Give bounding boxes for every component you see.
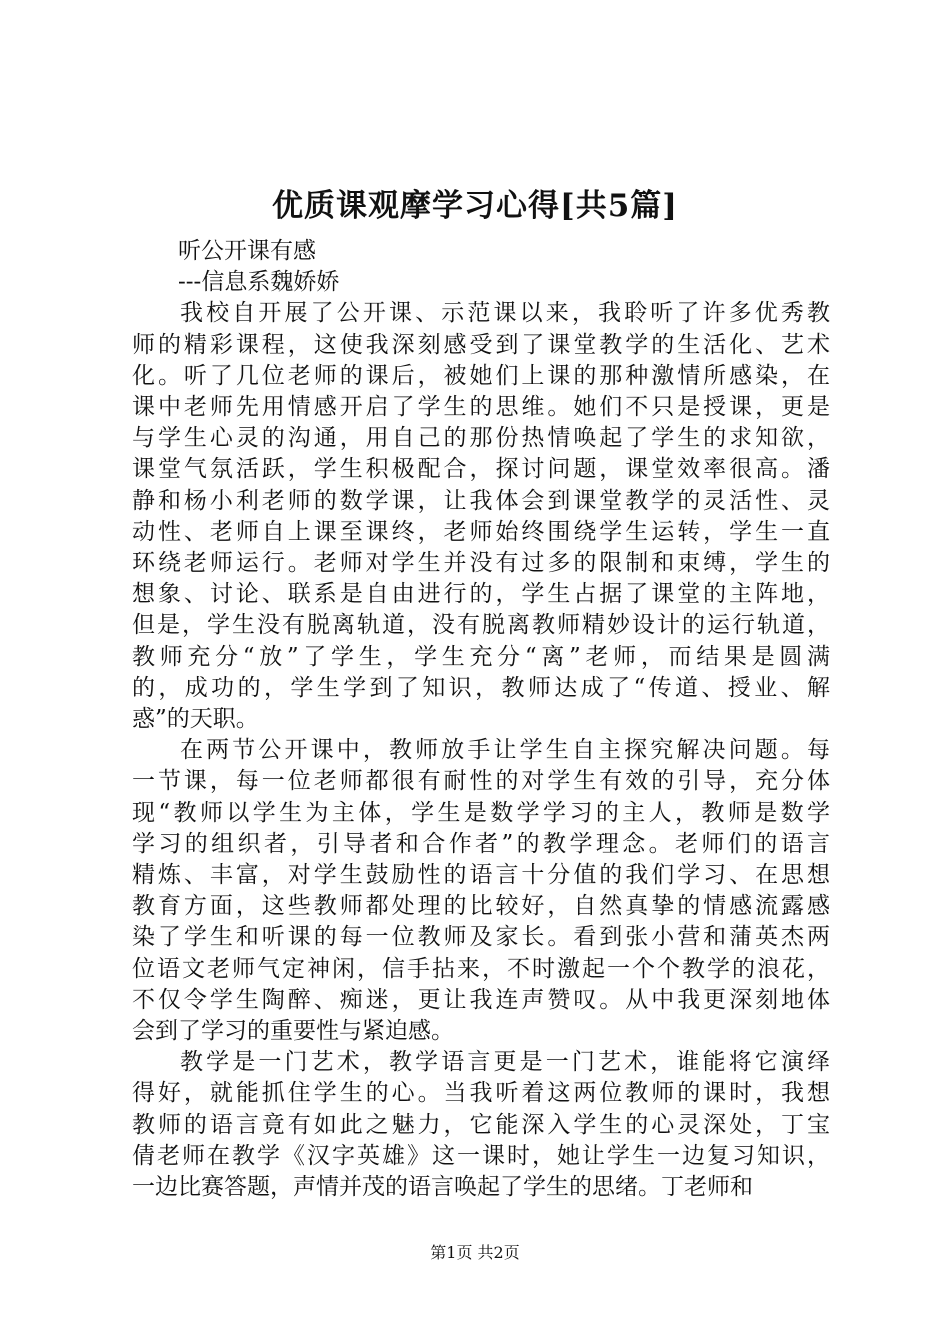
paragraph-line: 我校自开展了公开课、示范课以来，我聆听了许多优秀教	[180, 300, 830, 327]
paragraph-line: 精炼、丰富，对学生鼓励性的语言十分值的我们学习、在思想	[132, 862, 830, 889]
paragraph-line: 不仅令学生陶醉、痴迷，更让我连声赞叹。从中我更深刻地体	[132, 986, 830, 1013]
paragraph-line: 课中老师先用情感开启了学生的思维。她们不只是授课，更是	[132, 394, 830, 421]
paragraph-line: 的，成功的，学生学到了知识，教师达成了“传道、授业、解	[132, 674, 830, 701]
paragraph-line: 一边比赛答题，声情并茂的语言唤起了学生的思绪。丁老师和	[132, 1174, 753, 1201]
paragraph-line: 但是，学生没有脱离轨道，没有脱离教师精妙设计的运行轨道，	[132, 612, 830, 639]
paragraph-line: 教师充分“放”了学生，学生充分“离”老师，而结果是圆满	[132, 643, 830, 670]
paragraph-line: 现“教师以学生为主体，学生是数学学习的主人，教师是数学	[132, 799, 830, 826]
paragraph-line: 课堂气氛活跃，学生积极配合，探讨问题，课堂效率很高。潘	[132, 456, 830, 483]
paragraph-line: 学习的组织者，引导者和合作者”的教学理念。老师们的语言	[132, 830, 830, 857]
paragraph-line: 在两节公开课中，教师放手让学生自主探究解决问题。每	[180, 737, 830, 764]
paragraph-line: 位语文老师气定神闲，信手拈来，不时激起一个个教学的浪花，	[132, 955, 830, 982]
paragraph-line: 会到了学习的重要性与紧迫感。	[132, 1018, 454, 1045]
author-line: ---信息系魏娇娇	[178, 269, 340, 296]
paragraph-line: 静和杨小利老师的数学课，让我体会到课堂教学的灵活性、灵	[132, 487, 830, 514]
paragraph-line: 教师的语言竟有如此之魅力，它能深入学生的心灵深处，丁宝	[132, 1111, 830, 1138]
paragraph	[132, 735, 830, 1047]
subtitle: 听公开课有感	[178, 238, 316, 264]
document-body	[132, 236, 830, 1203]
paragraph-line: 与学生心灵的沟通，用自己的那份热情唤起了学生的求知欲，	[132, 425, 830, 452]
paragraph	[132, 298, 830, 735]
paragraph-line: 化。听了几位老师的课后，被她们上课的那种激情所感染，在	[132, 362, 830, 389]
paragraph-line: 教学是一门艺术，教学语言更是一门艺术，谁能将它演绎	[180, 1049, 830, 1076]
paragraph-list	[132, 298, 830, 1203]
paragraph-line: 教育方面，这些教师都处理的比较好，自然真挚的情感流露感	[132, 893, 830, 920]
paragraph-line: 想象、讨论、联系是自由进行的，学生占据了课堂的主阵地，	[132, 581, 830, 608]
paragraph-line: 师的精彩课程，这使我深刻感受到了课堂教学的生活化、艺术	[132, 331, 830, 358]
paragraph	[132, 1047, 830, 1203]
paragraph-line: 动性、老师自上课至课终，老师始终围绕学生运转，学生一直	[132, 518, 830, 545]
paragraph-line: 倩老师在教学《汉字英雄》这一课时，她让学生一边复习知识，	[132, 1142, 830, 1169]
paragraph-line: 惑”的天职。	[132, 706, 259, 733]
paragraph-line: 得好，就能抓住学生的心。当我听着这两位教师的课时，我想	[132, 1080, 830, 1107]
paragraph-line: 染了学生和听课的每一位教师及家长。看到张小营和蒲英杰两	[132, 924, 830, 951]
paragraph-line: 环绕老师运行。老师对学生并没有过多的限制和束缚，学生的	[132, 550, 830, 577]
document-title: 优质课观摩学习心得[共5篇]	[272, 188, 678, 224]
paragraph-line: 一节课，每一位老师都很有耐性的对学生有效的引导，充分体	[132, 768, 830, 795]
page-footer: 第1页 共2页	[430, 1243, 520, 1262]
